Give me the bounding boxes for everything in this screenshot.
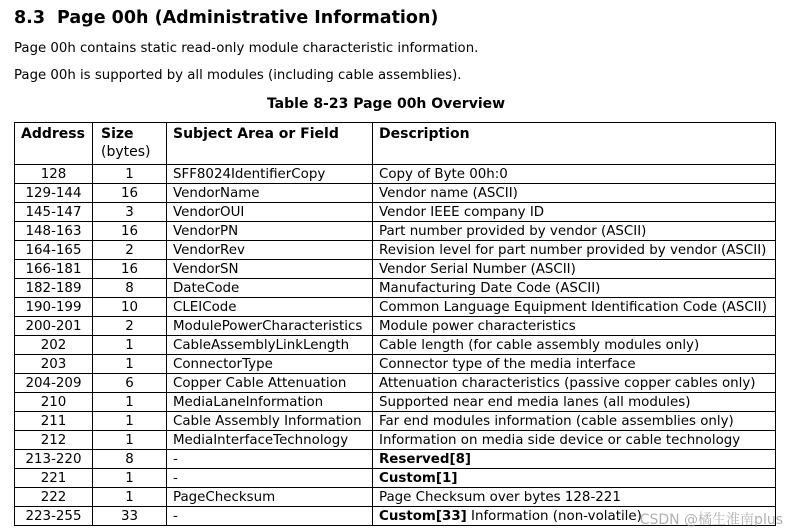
cell-field: - [167, 469, 373, 488]
description-text: Common Language Equipment Identification Code (ASCII) [379, 299, 767, 315]
intro-paragraph-2: Page 00h is supported by all modules (including cable assemblies). [14, 68, 462, 83]
cell-description [373, 222, 776, 241]
cell-address: 148-163 [15, 222, 93, 241]
cell-size: 3 [93, 203, 167, 222]
cell-description [373, 393, 776, 412]
cell-address: 164-165 [15, 241, 93, 260]
cell-field: CLEICode [167, 298, 373, 317]
cell-size: 2 [93, 317, 167, 336]
cell-address: 200-201 [15, 317, 93, 336]
cell-size: 16 [93, 184, 167, 203]
cell-field: PageChecksum [167, 488, 373, 507]
cell-size: 16 [93, 260, 167, 279]
col-header-size [93, 123, 167, 165]
cell-field: - [167, 507, 373, 526]
table-row [15, 317, 776, 336]
table-row [15, 260, 776, 279]
cell-description [373, 241, 776, 260]
cell-size: 16 [93, 222, 167, 241]
cell-size: 2 [93, 241, 167, 260]
description-text: Module power characteristics [379, 318, 576, 334]
table-row [15, 450, 776, 469]
cell-address: 222 [15, 488, 93, 507]
cell-description [373, 374, 776, 393]
cell-description [373, 298, 776, 317]
table-row [15, 184, 776, 203]
description-text: Supported near end media lanes (all modules) [379, 394, 691, 410]
cell-address: 145-147 [15, 203, 93, 222]
cell-field: MediaLaneInformation [167, 393, 373, 412]
description-text: Vendor name (ASCII) [379, 185, 518, 201]
description-text: Reserved[8] [379, 451, 472, 467]
cell-description [373, 184, 776, 203]
col-header-size-label: Size [101, 126, 134, 142]
cell-field: ModulePowerCharacteristics [167, 317, 373, 336]
table-row [15, 298, 776, 317]
cell-description [373, 412, 776, 431]
cell-address: 211 [15, 412, 93, 431]
cell-field: VendorRev [167, 241, 373, 260]
cell-description [373, 431, 776, 450]
cell-size: 1 [93, 488, 167, 507]
col-header-size-unit: (bytes) [101, 144, 151, 160]
description-text: Custom[1] [379, 470, 458, 486]
cell-size: 6 [93, 374, 167, 393]
cell-description [373, 165, 776, 184]
cell-address: 182-189 [15, 279, 93, 298]
description-text: Manufacturing Date Code (ASCII) [379, 280, 601, 296]
description-text: Page Checksum over bytes 128-221 [379, 489, 621, 505]
cell-address: 212 [15, 431, 93, 450]
cell-size: 1 [93, 336, 167, 355]
table-caption: Table 8-23 Page 00h Overview [266, 96, 506, 112]
watermark: CSDN @橘生淮南plus [639, 512, 783, 528]
table-row [15, 355, 776, 374]
cell-field: VendorPN [167, 222, 373, 241]
table-row [15, 222, 776, 241]
section-title: Page 00h (Administrative Information) [57, 8, 439, 28]
cell-address: 190-199 [15, 298, 93, 317]
col-header-description: Description [373, 123, 776, 165]
cell-description [373, 469, 776, 488]
cell-description [373, 317, 776, 336]
description-text: Part number provided by vendor (ASCII) [379, 223, 647, 239]
col-header-address: Address [15, 123, 93, 165]
cell-field: ConnectorType [167, 355, 373, 374]
cell-field: VendorName [167, 184, 373, 203]
intro-paragraph-1: Page 00h contains static read-only module characteristic information. [14, 41, 479, 56]
description-text: Attenuation characteristics (passive copper cables only) [379, 375, 756, 391]
table-row [15, 431, 776, 450]
table-row [15, 203, 776, 222]
cell-field: CableAssemblyLinkLength [167, 336, 373, 355]
description-text: Connector type of the media interface [379, 356, 636, 372]
cell-address: 202 [15, 336, 93, 355]
cell-description [373, 203, 776, 222]
cell-field: VendorSN [167, 260, 373, 279]
description-text: Custom[33] [379, 508, 467, 524]
cell-address: 203 [15, 355, 93, 374]
section-number: 8.3 [14, 8, 46, 28]
cell-address: 221 [15, 469, 93, 488]
cell-description [373, 488, 776, 507]
cell-size: 33 [93, 507, 167, 526]
cell-address: 210 [15, 393, 93, 412]
table-row [15, 374, 776, 393]
description-text: Vendor Serial Number (ASCII) [379, 261, 576, 277]
description-text: Vendor IEEE company ID [379, 204, 545, 220]
table-row [15, 241, 776, 260]
cell-address: 204-209 [15, 374, 93, 393]
cell-address: 129-144 [15, 184, 93, 203]
cell-size: 10 [93, 298, 167, 317]
cell-size: 1 [93, 412, 167, 431]
page00h-overview-table [14, 122, 776, 526]
description-suffix: Information (non-volatile) [466, 508, 642, 524]
description-text: Revision level for part number provided by vendor (ASCII) [379, 242, 767, 258]
cell-description [373, 279, 776, 298]
description-text: Copy of Byte 00h:0 [379, 166, 508, 182]
description-text: Cable length (for cable assembly modules only) [379, 337, 700, 353]
table-header-row [15, 123, 776, 165]
cell-address: 128 [15, 165, 93, 184]
cell-field: Copper Cable Attenuation [167, 374, 373, 393]
cell-field: VendorOUI [167, 203, 373, 222]
table-row [15, 469, 776, 488]
section-heading [14, 8, 438, 28]
cell-size: 1 [93, 165, 167, 184]
cell-size: 8 [93, 279, 167, 298]
cell-description [373, 355, 776, 374]
cell-address: 213-220 [15, 450, 93, 469]
cell-field: - [167, 450, 373, 469]
description-text: Far end modules information (cable assemblies only) [379, 413, 734, 429]
table-row [15, 336, 776, 355]
cell-description [373, 450, 776, 469]
cell-description [373, 260, 776, 279]
description-text: Information on media side device or cable technology [379, 432, 741, 448]
table-row [15, 393, 776, 412]
cell-size: 1 [93, 431, 167, 450]
table-row [15, 412, 776, 431]
cell-description [373, 336, 776, 355]
cell-size: 1 [93, 393, 167, 412]
cell-size: 1 [93, 469, 167, 488]
table-row [15, 279, 776, 298]
table-row [15, 165, 776, 184]
cell-size: 1 [93, 355, 167, 374]
cell-field: Cable Assembly Information [167, 412, 373, 431]
cell-size: 8 [93, 450, 167, 469]
cell-field: SFF8024IdentifierCopy [167, 165, 373, 184]
cell-address: 166-181 [15, 260, 93, 279]
cell-address: 223-255 [15, 507, 93, 526]
cell-field: MediaInterfaceTechnology [167, 431, 373, 450]
cell-field: DateCode [167, 279, 373, 298]
col-header-field: Subject Area or Field [167, 123, 373, 165]
table-row [15, 488, 776, 507]
